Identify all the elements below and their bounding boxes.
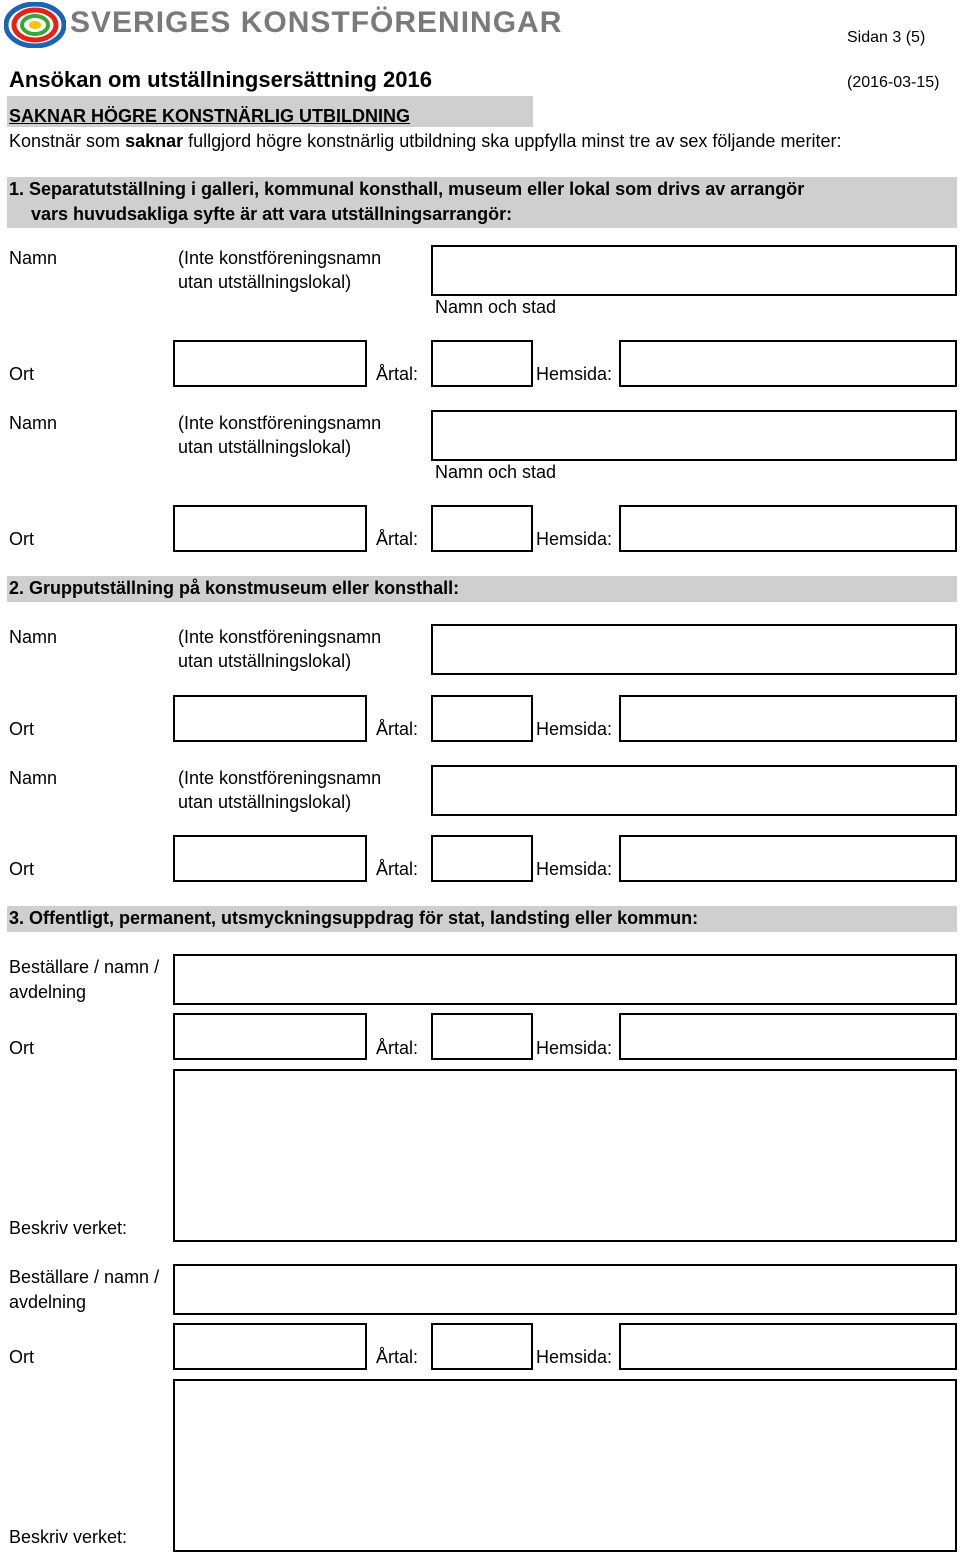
label-hemsida: Hemsida: — [536, 1347, 613, 1367]
ort-field[interactable] — [173, 695, 367, 742]
label-beskriv: Beskriv verket: — [9, 1218, 128, 1238]
label-note: utan utställningslokal) — [178, 272, 352, 292]
hemsida-field[interactable] — [619, 835, 957, 882]
label-namn: Namn — [9, 413, 58, 433]
label-artal: Årtal: — [376, 859, 419, 879]
artal-field[interactable] — [431, 505, 533, 552]
label-ort: Ort — [9, 529, 34, 549]
label-bestallare: Beställare / namn / — [9, 957, 160, 977]
label-namn: Namn — [9, 248, 58, 268]
label-note: utan utställningslokal) — [178, 792, 352, 812]
label-hemsida: Hemsida: — [536, 364, 613, 384]
artal-field[interactable] — [431, 835, 533, 882]
bestallare-field[interactable] — [173, 1264, 957, 1315]
intro-pre: Konstnär som — [9, 131, 126, 151]
section1-title: 1. Separatutställning i galleri, kommunal konsthall, museum eller lokal som drivs av arrangör — [9, 179, 805, 199]
label-namn-och-stad: Namn och stad — [435, 462, 557, 482]
intro-text — [9, 129, 841, 153]
name-field[interactable] — [431, 410, 957, 461]
label-hemsida: Hemsida: — [536, 1038, 613, 1058]
label-hemsida: Hemsida: — [536, 529, 613, 549]
label-note: utan utställningslokal) — [178, 437, 352, 457]
page-title: Ansökan om utställningsersättning 2016 — [9, 67, 432, 92]
label-artal: Årtal: — [376, 1347, 419, 1367]
name-field[interactable] — [431, 245, 957, 296]
label-namn-och-stad: Namn och stad — [435, 297, 557, 317]
label-ort: Ort — [9, 1347, 34, 1367]
intro-bold: saknar — [125, 131, 184, 151]
label-namn: Namn — [9, 768, 58, 788]
name-field[interactable] — [431, 765, 957, 816]
label-hemsida: Hemsida: — [536, 719, 613, 739]
subtitle: SAKNAR HÖGRE KONSTNÄRLIG UTBILDNING — [9, 106, 410, 126]
hemsida-field[interactable] — [619, 695, 957, 742]
form-date: (2016-03-15) — [847, 74, 940, 91]
ort-field[interactable] — [173, 340, 367, 387]
hemsida-field[interactable] — [619, 505, 957, 552]
label-bestallare: avdelning — [9, 982, 87, 1002]
section2-title: 2. Grupputställning på konstmuseum eller konsthall: — [9, 578, 460, 598]
label-artal: Årtal: — [376, 719, 419, 739]
label-artal: Årtal: — [376, 529, 419, 549]
artal-field[interactable] — [431, 340, 533, 387]
logo-icon — [4, 2, 66, 48]
ort-field[interactable] — [173, 1323, 367, 1370]
label-note: (Inte konstföreningsnamn — [178, 413, 382, 433]
section1-title-cont: vars huvudsakliga syfte är att vara utställningsarrangör: — [31, 204, 513, 224]
label-ort: Ort — [9, 364, 34, 384]
label-namn: Namn — [9, 627, 58, 647]
label-artal: Årtal: — [376, 364, 419, 384]
label-hemsida: Hemsida: — [536, 859, 613, 879]
label-bestallare: avdelning — [9, 1292, 87, 1312]
beskriv-field[interactable] — [173, 1069, 957, 1242]
label-note: (Inte konstföreningsnamn — [178, 768, 382, 788]
label-artal: Årtal: — [376, 1038, 419, 1058]
label-beskriv: Beskriv verket: — [9, 1527, 128, 1547]
artal-field[interactable] — [431, 1323, 533, 1370]
artal-field[interactable] — [431, 1013, 533, 1060]
ort-field[interactable] — [173, 1013, 367, 1060]
label-note: (Inte konstföreningsnamn — [178, 248, 382, 268]
hemsida-field[interactable] — [619, 1013, 957, 1060]
label-bestallare: Beställare / namn / — [9, 1267, 160, 1287]
label-note: utan utställningslokal) — [178, 651, 352, 671]
label-ort: Ort — [9, 1038, 34, 1058]
label-note: (Inte konstföreningsnamn — [178, 627, 382, 647]
label-ort: Ort — [9, 719, 34, 739]
ort-field[interactable] — [173, 505, 367, 552]
intro-post: fullgjord högre konstnärlig utbildning ska uppfylla minst tre av sex följande meriter: — [183, 131, 842, 151]
beskriv-field[interactable] — [173, 1379, 957, 1552]
page-number: Sidan 3 (5) — [847, 29, 926, 46]
artal-field[interactable] — [431, 695, 533, 742]
bestallare-field[interactable] — [173, 954, 957, 1005]
ort-field[interactable] — [173, 835, 367, 882]
logo-text: SVERIGES KONSTFÖRENINGAR — [70, 6, 563, 39]
section3-title: 3. Offentligt, permanent, utsmyckningsuppdrag för stat, landsting eller kommun: — [9, 908, 699, 928]
hemsida-field[interactable] — [619, 340, 957, 387]
label-ort: Ort — [9, 859, 34, 879]
name-field[interactable] — [431, 624, 957, 675]
hemsida-field[interactable] — [619, 1323, 957, 1370]
